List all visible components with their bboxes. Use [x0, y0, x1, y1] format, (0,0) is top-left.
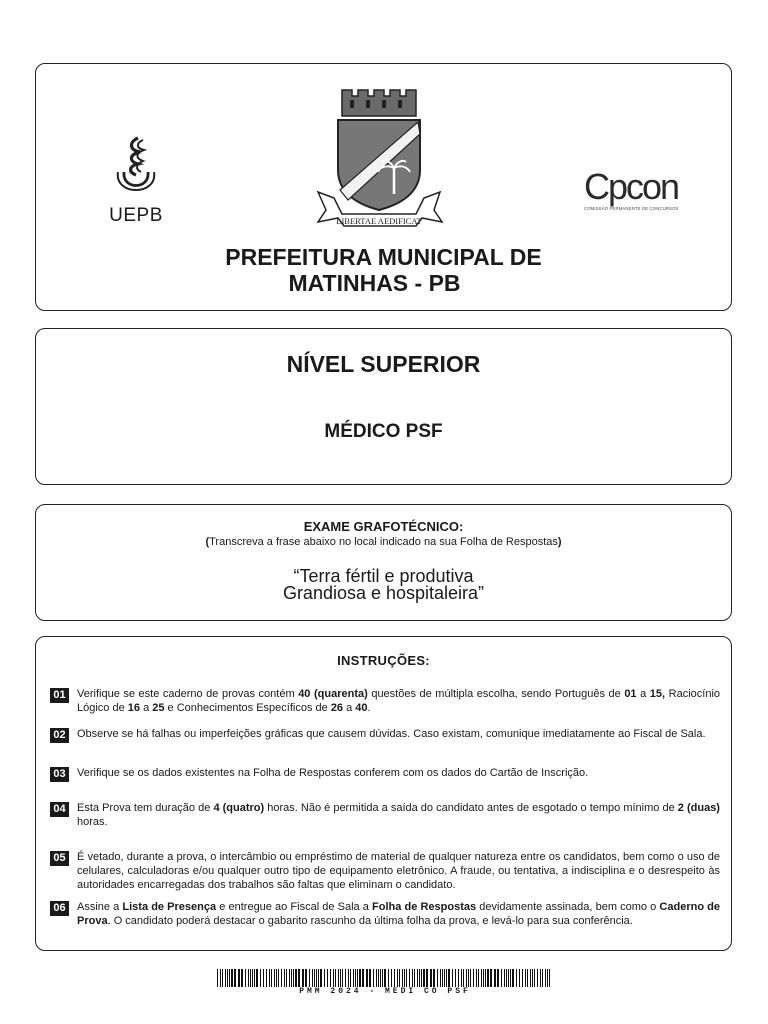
instruction-item	[50, 801, 720, 829]
instruction-item	[50, 850, 720, 892]
exam-title: EXAME GRAFOTÉCNICO:	[303, 519, 464, 534]
instruction-text: Observe se há falhas ou imperfeições gráficas que causem dúvidas. Caso existam, comunique imediatamente ao Fiscal de Sala.	[77, 728, 706, 740]
instruction-number: 03	[50, 767, 69, 782]
cpcon-logo-text: Cpcon	[584, 166, 679, 207]
exam-phrase-line2: Grandiosa e hospitaleira”	[282, 583, 485, 603]
exam-phrase-line1: “Terra fértil e produtiva	[293, 566, 474, 586]
instruction-number: 05	[50, 851, 69, 866]
barcode-icon	[217, 969, 553, 987]
header-box	[35, 63, 732, 311]
institution-title-line1: PREFEITURA MUNICIPAL DE	[225, 244, 542, 270]
uepb-flame-icon	[96, 134, 176, 198]
instruction-item	[50, 766, 720, 780]
instruction-text: É vetado, durante a prova, o intercâmbio ou empréstimo de material de qualquer natureza entre os candidatos, bem como o uso de celulares, calculadoras e/ou qualquer outro tipo de equipamento eletrônico. A fraude, ou tentativa, a indisciplina e o desrespeito às autoridades encarregadas dos trabalhos são faltas que eliminam o candidato.	[77, 851, 720, 891]
barcode-label: PMM 2024 - MEDI CO PSF	[299, 987, 471, 996]
level-box	[35, 328, 732, 485]
crest-motto: LIBERTAE AEDIFICAT	[336, 216, 422, 226]
instructions-box	[35, 636, 732, 951]
uepb-logo	[96, 134, 176, 227]
instruction-text: Verifique se os dados existentes na Folha de Respostas conferem com os dados do Cartão de Inscrição.	[77, 767, 589, 779]
instruction-number: 04	[50, 802, 69, 817]
instruction-number: 01	[50, 688, 69, 703]
instruction-number: 06	[50, 901, 69, 916]
institution-title-line2: MATINHAS - PB	[288, 270, 461, 296]
instruction-text: Verifique se este caderno de provas contém 40 (quarenta) questões de múltipla escolha, sendo Português de 01 a 15, Raciocínio Lógico de 16 a 25 e Conhecimentos Específicos de 26 a 40.	[77, 688, 721, 714]
instruction-item	[50, 727, 720, 741]
handwriting-exam-box	[35, 504, 732, 621]
municipal-crest-icon	[314, 86, 444, 236]
exam-instruction: (Transcreva a frase abaixo no local indicado na sua Folha de Respostas)	[205, 536, 562, 548]
instruction-item	[50, 900, 720, 928]
cpcon-logo-subtext: COMISSÃO PERMANENTE DE CONCURSOS	[584, 206, 679, 211]
instruction-item	[50, 687, 720, 715]
education-level: NÍVEL SUPERIOR	[286, 351, 481, 377]
instruction-text: Assine a Lista de Presença e entregue ao Fiscal de Sala a Folha de Respostas devidamente assinada, bem como o Caderno de Prova. O candidato poderá destacar o gabarito rascunho da última folha da prova, e levá-lo para sua conferência.	[77, 901, 721, 927]
exam-phrase	[36, 568, 731, 602]
institution-title	[36, 244, 731, 296]
cpcon-logo	[584, 166, 692, 211]
job-position: MÉDICO PSF	[324, 421, 443, 442]
instructions-title: INSTRUÇÕES:	[337, 653, 430, 668]
uepb-logo-text: UEPB	[109, 205, 163, 226]
instruction-number: 02	[50, 728, 69, 743]
instruction-text: Esta Prova tem duração de 4 (quatro) horas. Não é permitida a saída do candidato antes de esgotado o tempo mínimo de 2 (duas) horas.	[77, 802, 720, 828]
